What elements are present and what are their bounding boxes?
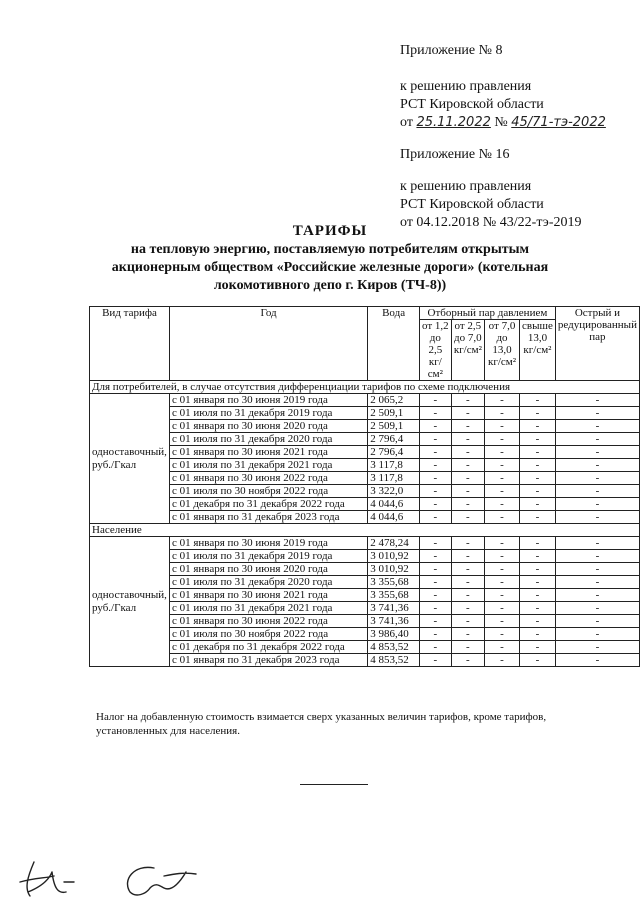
dash-cell: - [555,615,639,628]
dash-cell: - [485,589,520,602]
header-water: Вода [368,307,420,381]
header-pressure-4: свыше 13,0 кг/см² [520,320,556,381]
number-label: № [494,115,508,130]
header-sharp-steam: Острый и редуцированный пар [555,307,639,381]
dash-cell: - [451,550,484,563]
dash-cell: - [451,654,484,667]
table-row [90,550,640,563]
dash-cell: - [485,550,520,563]
dash-cell: - [555,537,639,550]
dash-cell: - [485,472,520,485]
document-title [60,222,600,295]
dash-cell: - [451,485,484,498]
dash-cell: - [485,628,520,641]
dash-cell: - [485,615,520,628]
dash-cell: - [419,550,451,563]
water-value-cell: 3 741,36 [368,615,420,628]
water-value-cell: 3 117,8 [368,472,420,485]
dash-cell: - [419,511,451,524]
dash-cell: - [451,394,484,407]
dash-cell: - [555,641,639,654]
table-row [90,628,640,641]
dash-cell: - [520,654,556,667]
handwritten-signatures [14,852,204,902]
water-value-cell: 4 044,6 [368,498,420,511]
dash-cell: - [451,615,484,628]
dash-cell: - [419,420,451,433]
table-row [90,394,640,407]
vat-note: Налог на добавленную стоимость взимается сверх указанных величин тарифов, кроме тарифов, установленных для населения. [96,711,547,737]
dash-cell: - [419,654,451,667]
period-cell: с 01 января по 30 июня 2020 года [169,420,367,433]
dash-cell: - [419,433,451,446]
water-value-cell: 2 796,4 [368,446,420,459]
dash-cell: - [520,420,556,433]
dash-cell: - [485,537,520,550]
dash-cell: - [555,628,639,641]
dash-cell: - [419,628,451,641]
org-name-1: РСТ Кировской области [400,97,544,112]
period-cell: с 01 декабря по 31 декабря 2022 года [169,641,367,654]
dash-cell: - [555,602,639,615]
dash-cell: - [485,459,520,472]
dash-cell: - [485,563,520,576]
tariff-kind-cell: одноставочный, руб./Гкал [90,394,170,524]
water-value-cell: 3 355,68 [368,589,420,602]
water-value-cell: 2 509,1 [368,420,420,433]
dash-cell: - [419,602,451,615]
dash-cell: - [485,407,520,420]
period-cell: с 01 июля по 31 декабря 2021 года [169,602,367,615]
dash-cell: - [451,641,484,654]
separator-line [300,784,368,785]
dash-cell: - [485,433,520,446]
water-value-cell: 4 044,6 [368,511,420,524]
org-name-2: РСТ Кировской области [400,197,544,212]
dash-cell: - [555,550,639,563]
table-row [90,407,640,420]
dash-cell: - [419,394,451,407]
dash-cell: - [451,511,484,524]
period-cell: с 01 января по 30 июня 2022 года [169,472,367,485]
water-value-cell: 3 741,36 [368,602,420,615]
header-steam: Отборный пар давлением [419,307,555,320]
dash-cell: - [419,407,451,420]
table-row [90,615,640,628]
dash-cell: - [555,394,639,407]
dash-cell: - [485,511,520,524]
dash-cell: - [555,459,639,472]
header-tariff-kind: Вид тарифа [90,307,170,381]
handwritten-date: 25.11.2022 [416,115,491,130]
dash-cell: - [520,602,556,615]
header-year: Год [169,307,367,381]
dash-cell: - [520,628,556,641]
tariff-table [89,306,640,667]
dash-cell: - [555,563,639,576]
dash-cell: - [419,615,451,628]
table-row [90,472,640,485]
dash-cell: - [555,576,639,589]
dash-cell: - [520,485,556,498]
period-cell: с 01 января по 30 июня 2019 года [169,394,367,407]
table-row [90,511,640,524]
dash-cell: - [485,654,520,667]
table-row [90,602,640,615]
dash-cell: - [485,498,520,511]
dash-cell: - [520,550,556,563]
water-value-cell: 2 478,24 [368,537,420,550]
dash-cell: - [520,407,556,420]
dash-cell: - [555,433,639,446]
table-row [90,485,640,498]
table-row [90,563,640,576]
water-value-cell: 3 986,40 [368,628,420,641]
dash-cell: - [451,407,484,420]
period-cell: с 01 января по 31 декабря 2023 года [169,654,367,667]
header-pressure-1: от 1,2 до 2,5 кг/см² [419,320,451,381]
decision-date-number-1 [400,114,606,132]
dash-cell: - [555,498,639,511]
water-value-cell: 3 355,68 [368,576,420,589]
dash-cell: - [451,472,484,485]
dash-cell: - [485,446,520,459]
water-value-cell: 3 117,8 [368,459,420,472]
dash-cell: - [520,511,556,524]
dash-cell: - [485,420,520,433]
water-value-cell: 2 796,4 [368,433,420,446]
water-value-cell: 3 010,92 [368,563,420,576]
dash-cell: - [419,576,451,589]
period-cell: с 01 января по 30 июня 2020 года [169,563,367,576]
period-cell: с 01 января по 30 июня 2021 года [169,589,367,602]
water-value-cell: 4 853,52 [368,654,420,667]
dash-cell: - [419,472,451,485]
dash-cell: - [520,446,556,459]
title-line-3: локомотивного депо г. Киров (ТЧ-8)) [213,278,447,293]
dash-cell: - [451,537,484,550]
dash-cell: - [555,485,639,498]
dash-cell: - [520,615,556,628]
dash-cell: - [520,641,556,654]
dash-cell: - [419,498,451,511]
dash-cell: - [419,537,451,550]
title-line-2: акционерным обществом «Российские железные дороги» (котельная [111,260,549,275]
dash-cell: - [555,511,639,524]
water-value-cell: 4 853,52 [368,641,420,654]
period-cell: с 01 июля по 30 ноября 2022 года [169,485,367,498]
table-row [90,498,640,511]
dash-cell: - [419,459,451,472]
water-value-cell: 2 509,1 [368,407,420,420]
dash-cell: - [485,394,520,407]
table-row [90,459,640,472]
dash-cell: - [555,420,639,433]
decision-prefix-1: к решению правления [400,79,532,94]
table-row [90,641,640,654]
dash-cell: - [520,576,556,589]
dash-cell: - [419,641,451,654]
table-row [90,589,640,602]
period-cell: с 01 июля по 31 декабря 2020 года [169,576,367,589]
title-main: ТАРИФЫ [292,223,368,239]
table-row [90,576,640,589]
dash-cell: - [451,602,484,615]
period-cell: с 01 января по 31 декабря 2023 года [169,511,367,524]
dash-cell: - [451,433,484,446]
period-cell: с 01 января по 30 июня 2021 года [169,446,367,459]
dash-cell: - [451,446,484,459]
dash-cell: - [555,446,639,459]
dash-cell: - [520,537,556,550]
period-cell: с 01 июля по 30 ноября 2022 года [169,628,367,641]
appendix-16-label: Приложение № 16 [400,147,510,162]
dash-cell: - [419,589,451,602]
dash-cell: - [520,589,556,602]
period-cell: с 01 июля по 31 декабря 2020 года [169,433,367,446]
section-general: Для потребителей, в случае отсутствия дифференциации тарифов по схеме подключения [90,381,640,394]
water-value-cell: 3 010,92 [368,550,420,563]
period-cell: с 01 января по 30 июня 2022 года [169,615,367,628]
handwritten-number: 45/71-тэ-2022 [511,115,606,130]
dash-cell: - [419,485,451,498]
dash-cell: - [520,472,556,485]
decision-prefix-2: к решению правления [400,179,532,194]
period-cell: с 01 июля по 31 декабря 2021 года [169,459,367,472]
period-cell: с 01 июля по 31 декабря 2019 года [169,550,367,563]
dash-cell: - [419,563,451,576]
dash-cell: - [555,472,639,485]
dash-cell: - [451,420,484,433]
appendix-8-label: Приложение № 8 [400,43,503,58]
from-label: от [400,115,413,130]
section-population: Население [90,524,640,537]
dash-cell: - [485,602,520,615]
dash-cell: - [485,641,520,654]
dash-cell: - [451,498,484,511]
dash-cell: - [485,485,520,498]
decision-date-number-2: от 04.12.2018 № 43/22-тэ-2019 [400,215,582,230]
table-row [90,420,640,433]
table-row [90,654,640,667]
period-cell: с 01 января по 30 июня 2019 года [169,537,367,550]
dash-cell: - [451,563,484,576]
period-cell: с 01 декабря по 31 декабря 2022 года [169,498,367,511]
water-value-cell: 2 065,2 [368,394,420,407]
dash-cell: - [520,563,556,576]
tariff-kind-cell: одноставочный, руб./Гкал [90,537,170,667]
dash-cell: - [520,433,556,446]
dash-cell: - [451,459,484,472]
table-row [90,433,640,446]
table-row [90,537,640,550]
header-pressure-2: от 2,5 до 7,0 кг/см² [451,320,484,381]
dash-cell: - [520,459,556,472]
dash-cell: - [555,654,639,667]
dash-cell: - [520,394,556,407]
table-row [90,446,640,459]
dash-cell: - [555,589,639,602]
period-cell: с 01 июля по 31 декабря 2019 года [169,407,367,420]
dash-cell: - [451,576,484,589]
dash-cell: - [451,589,484,602]
dash-cell: - [485,576,520,589]
dash-cell: - [451,628,484,641]
dash-cell: - [555,407,639,420]
dash-cell: - [419,446,451,459]
title-line-1: на тепловую энергию, поставляемую потребителям открытым [130,242,530,257]
header-pressure-3: от 7,0 до 13,0 кг/см² [485,320,520,381]
dash-cell: - [520,498,556,511]
water-value-cell: 3 322,0 [368,485,420,498]
